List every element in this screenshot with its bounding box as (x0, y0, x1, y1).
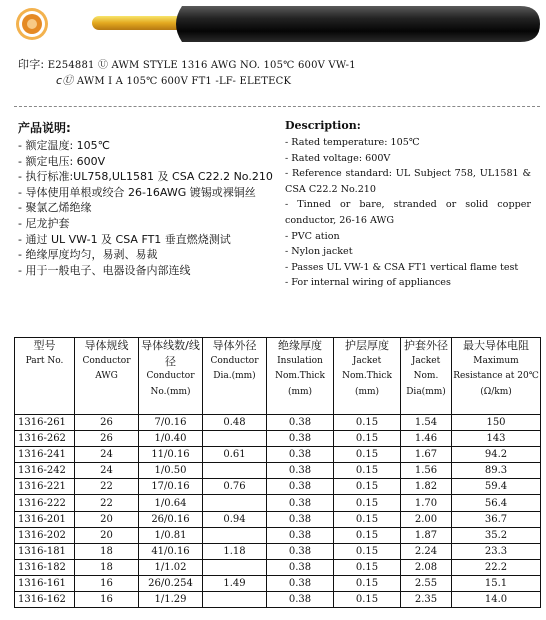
cn-description-item: - 导体使用单根或绞合 26-16AWG 镀锡或裸铜丝 (18, 185, 256, 199)
table-cell: 1316-181 (15, 543, 75, 559)
table-cell: 1.46 (401, 431, 452, 447)
table-cell: 1/1.02 (139, 559, 203, 575)
table-row (15, 592, 541, 608)
table-cell: 0.38 (267, 495, 334, 511)
table-cell: 26/0.254 (139, 575, 203, 591)
table-cell: 1.67 (401, 447, 452, 463)
table-header-cell (139, 338, 203, 415)
cn-description-item: - 聚氯乙烯绝缘 (18, 201, 92, 215)
table-cell: 24 (75, 463, 139, 479)
table-cell: 1/1.29 (139, 592, 203, 608)
marking-line-1 (18, 56, 356, 72)
table-header-cell (401, 338, 452, 415)
cn-description-item: - 通过 UL VW-1 及 CSA FT1 垂直燃烧测试 (18, 232, 231, 246)
table-cell: 2.55 (401, 575, 452, 591)
header-cn-label: 护层厚度 (345, 339, 389, 352)
table-cell: 0.61 (203, 447, 267, 463)
table-cell: 2.08 (401, 559, 452, 575)
table-cell: 24 (75, 447, 139, 463)
cn-description-item: - 尼龙护套 (18, 216, 70, 230)
cn-description-item: - 绝缘厚度均匀，易剥、易裁 (18, 248, 158, 262)
table-cell: 23.3 (452, 543, 541, 559)
table-cell: 56.4 (452, 495, 541, 511)
table-cell: 7/0.16 (139, 415, 203, 431)
table-cell (203, 559, 267, 575)
cn-description-title: 产品说明: (18, 121, 71, 135)
cn-description-item: - 用于一般电子、电器设备内部连线 (18, 263, 191, 277)
en-description-list (285, 135, 531, 291)
en-description-item: - Rated temperature: 105℃ (285, 137, 420, 148)
marking-text-2: AWM I A 105℃ 600V FT1 -LF- ELETECK (76, 76, 292, 87)
table-cell: 0.38 (267, 527, 334, 543)
table-cell: 1/0.50 (139, 463, 203, 479)
table-cell: 1.49 (203, 575, 267, 591)
table-cell: 26 (75, 431, 139, 447)
table-cell: 26 (75, 415, 139, 431)
header-cn-label: 护套外径 (404, 339, 448, 352)
en-description-item: - Passes UL VW-1 & CSA FT1 vertical flame test (285, 261, 519, 273)
table-cell: 0.38 (267, 575, 334, 591)
table-cell: 1/0.64 (139, 495, 203, 511)
table-cell: 1316-182 (15, 559, 75, 575)
header-cn-label: 绝缘厚度 (278, 339, 322, 352)
table-cell: 0.15 (334, 559, 401, 575)
table-cell: 150 (452, 415, 541, 431)
table-cell: 18 (75, 543, 139, 559)
table-cell: 2.00 (401, 511, 452, 527)
table-row (15, 559, 541, 575)
cn-description-list (18, 138, 280, 278)
header-en-label: Conductor AWG (82, 355, 131, 381)
header-en-label: Maximum Resistance at 20℃ (Ω/km) (453, 355, 539, 397)
table-cell: 143 (452, 431, 541, 447)
table-cell: 1316-242 (15, 463, 75, 479)
cul-mark: cⓊ (56, 74, 74, 87)
table-cell: 1.18 (203, 543, 267, 559)
table-cell: 0.15 (334, 527, 401, 543)
table-cell: 0.38 (267, 511, 334, 527)
table-cell: 15.1 (452, 575, 541, 591)
table-cell: 0.15 (334, 463, 401, 479)
table-cell: 1316-202 (15, 527, 75, 543)
header-cn-label: 型号 (33, 339, 56, 352)
table-cell: 1.70 (401, 495, 452, 511)
table-cell: 0.15 (334, 511, 401, 527)
table-cell: 0.38 (267, 592, 334, 608)
cn-description-item: - 额定温度: 105℃ (18, 139, 111, 152)
table-cell (203, 592, 267, 608)
table-header-cell (334, 338, 401, 415)
table-cell: 14.0 (452, 592, 541, 608)
table-cell: 36.7 (452, 511, 541, 527)
cable-illustration (0, 0, 546, 52)
header-en-label: Conductor Dia.(mm) (210, 355, 259, 381)
header-cn-label: 导体线数/线径 (141, 339, 200, 368)
table-cell (203, 495, 267, 511)
table-header-cell (267, 338, 334, 415)
table-row (15, 463, 541, 479)
table-cell: 0.15 (334, 543, 401, 559)
table-row (15, 575, 541, 591)
table-cell: 1316-241 (15, 447, 75, 463)
marking-text-1: E254881 Ⓤ AWM STYLE 1316 AWG NO. 105℃ 600V VW-1 (47, 60, 356, 71)
table-cell: 1316-221 (15, 479, 75, 495)
spec-table (14, 337, 541, 608)
table-cell: 94.2 (452, 447, 541, 463)
table-cell: 0.38 (267, 543, 334, 559)
table-cell: 1316-262 (15, 431, 75, 447)
en-description-item: - Rated voltage: 600V (285, 152, 391, 164)
table-cell: 0.38 (267, 447, 334, 463)
table-cell: 1.87 (401, 527, 452, 543)
table-cell (203, 463, 267, 479)
cn-description-item: - 执行标准:UL758,UL1581 及 CSA C22.2 No.210 (18, 170, 273, 184)
table-cell: 89.3 (452, 463, 541, 479)
table-cell: 0.38 (267, 479, 334, 495)
header-cn-label: 导体外径 (212, 339, 257, 352)
table-cell: 22 (75, 495, 139, 511)
header-en-label: Jacket Nom.Thick (mm) (342, 355, 392, 397)
table-header-cell (452, 338, 541, 415)
table-cell: 1316-161 (15, 575, 75, 591)
table-cell: 0.48 (203, 415, 267, 431)
table-cell: 1.82 (401, 479, 452, 495)
en-description-item: - PVC ation (285, 230, 340, 242)
marking-line-2 (56, 72, 291, 88)
en-description-item: - For internal wiring of appliances (285, 277, 451, 289)
table-row (15, 415, 541, 431)
section-divider (14, 106, 540, 107)
table-cell: 1.54 (401, 415, 452, 431)
table-cell: 17/0.16 (139, 479, 203, 495)
table-row (15, 527, 541, 543)
en-description-item: - Reference standard: UL Subject 758, UL1581 & CSA C22.2 No.210 (285, 168, 531, 195)
table-cell: 26/0.16 (139, 511, 203, 527)
table-header-cell (75, 338, 139, 415)
table-cell: 11/0.16 (139, 447, 203, 463)
table-cell: 0.15 (334, 495, 401, 511)
table-cell: 0.15 (334, 431, 401, 447)
header-en-label: Insulation Nom.Thick (mm) (275, 355, 325, 397)
header-cn-label: 最大导体电阻 (463, 339, 529, 352)
table-cell: 1316-162 (15, 592, 75, 608)
marking-label: 印字: (18, 58, 45, 71)
table-cell: 0.38 (267, 463, 334, 479)
table-row (15, 431, 541, 447)
table-row (15, 543, 541, 559)
table-cell (203, 431, 267, 447)
header-en-label: Jacket Nom. Dia(mm) (406, 355, 446, 397)
table-header-row (15, 338, 541, 415)
table-cell: 41/0.16 (139, 543, 203, 559)
header-en-label: Part No. (25, 355, 64, 366)
table-cell: 1316-201 (15, 511, 75, 527)
header-cn-label: 导体规线 (84, 339, 129, 352)
table-cell: 0.15 (334, 575, 401, 591)
table-cell: 1316-261 (15, 415, 75, 431)
table-header-cell (203, 338, 267, 415)
table-cell: 2.24 (401, 543, 452, 559)
table-header-cell (15, 338, 75, 415)
table-row (15, 511, 541, 527)
table-cell: 35.2 (452, 527, 541, 543)
table-cell: 59.4 (452, 479, 541, 495)
cable-jacket (176, 6, 540, 42)
table-cell: 20 (75, 527, 139, 543)
table-cell: 0.15 (334, 592, 401, 608)
table-cell: 16 (75, 575, 139, 591)
table-cell: 0.38 (267, 415, 334, 431)
table-cell: 0.38 (267, 559, 334, 575)
table-cell: 22 (75, 479, 139, 495)
table-cell (203, 527, 267, 543)
table-cell: 0.15 (334, 415, 401, 431)
header-en-label: Conductor No.(mm) (146, 371, 195, 397)
table-row (15, 447, 541, 463)
en-description (285, 119, 531, 291)
table-row (15, 495, 541, 511)
cn-description-item: - 额定电压: 600V (18, 154, 106, 168)
table-cell: 1316-222 (15, 495, 75, 511)
en-description-title: Description: (285, 119, 361, 132)
en-description-item: - Tinned or bare, stranded or solid copper conductor, 26-16 AWG (285, 199, 531, 226)
en-description-item: - Nylon jacket (285, 246, 353, 258)
table-row (15, 479, 541, 495)
table-cell: 1/0.40 (139, 431, 203, 447)
cn-description (18, 119, 280, 278)
table-cell: 0.15 (334, 479, 401, 495)
cable-end-icon (16, 8, 48, 40)
table-cell: 0.94 (203, 511, 267, 527)
table-cell: 22.2 (452, 559, 541, 575)
table-body (15, 415, 541, 608)
table-cell: 2.35 (401, 592, 452, 608)
table-cell: 18 (75, 559, 139, 575)
table-cell: 0.76 (203, 479, 267, 495)
table-cell: 1.56 (401, 463, 452, 479)
table-cell: 20 (75, 511, 139, 527)
table-cell: 0.15 (334, 447, 401, 463)
table-cell: 16 (75, 592, 139, 608)
table-cell: 1/0.81 (139, 527, 203, 543)
table-cell: 0.38 (267, 431, 334, 447)
